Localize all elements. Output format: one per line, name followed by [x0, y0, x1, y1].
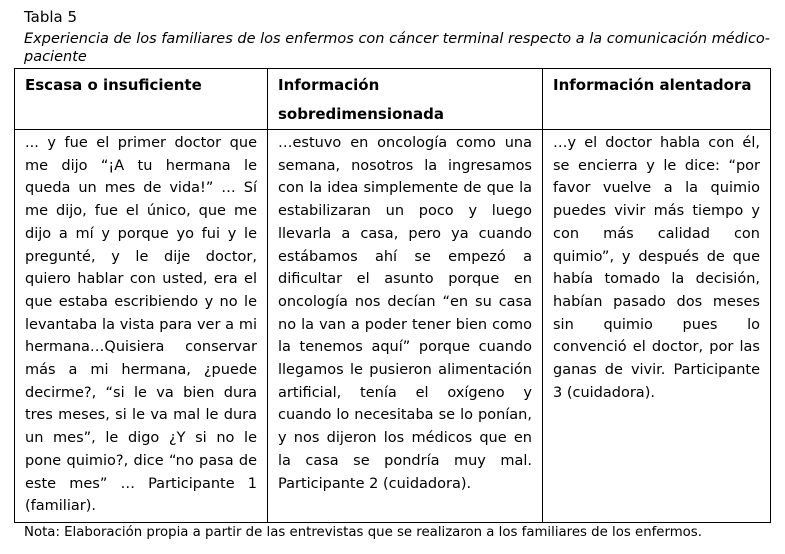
- header-escasa: Escasa o insuficiente: [15, 69, 268, 130]
- communication-table: [14, 68, 771, 523]
- header-sobredimensionada: Información sobredimensionada: [268, 69, 543, 130]
- table-row: [15, 130, 771, 523]
- cell-escasa: ... y fue el primer doctor que me dijo “¡A tu hermana le queda un mes de vida!” … Sí me dijo, fue el único, que me dijo a mí y porque yo fui y le pregunté, y le dije doctor, quiero hablar con usted, era el que estaba escribiendo y no le levantaba la vista para ver a mi hermana…Quisiera conservar más a mi hermana, ¿puede decirme?, “si le va bien dura tres meses, si le va mal le dura un mes”, le digo ¿Y si no le pone quimio?, dice “no pasa de este mes” … Participante 1 (familiar).: [15, 130, 268, 523]
- header-alentadora: Información alentadora: [543, 69, 771, 130]
- table-title: Experiencia de los familiares de los enfermos con cáncer terminal respecto a la comunicación médico-paciente: [24, 31, 771, 65]
- cell-sobredimensionada: …estuvo en oncología como una semana, nosotros la ingresamos con la idea simplemente de que la estabilizaran un poco y luego llevarla a casa, pero ya cuando estábamos ahí se empezó a dificultar el asunto porque en oncología nos decían “en su casa no la van a poder tener bien como la tenemos aquí” porque cuando llegamos le pusieron alimentación artificial, tenía el oxígeno y cuando lo necesitaba se lo ponían, y nos dijeron los médicos que en la casa se pondría muy mal. Participante 2 (cuidadora).: [268, 130, 543, 523]
- table-note: Nota: Elaboración propia a partir de las entrevistas que se realizaron a los familiares de los enfermos.: [24, 525, 702, 540]
- header-row: [15, 69, 771, 130]
- cell-alentadora: …y el doctor habla con él, se encierra y le dice: “por favor vuelve a la quimio puedes vivir más tiempo y con más calidad con quimio”, y después de que había tomado la decisión, habían pasado dos meses sin quimio pues lo convenció el doctor, por las ganas de vivir. Participante 3 (cuidadora).: [543, 130, 771, 523]
- table-label: Tabla 5: [24, 8, 78, 26]
